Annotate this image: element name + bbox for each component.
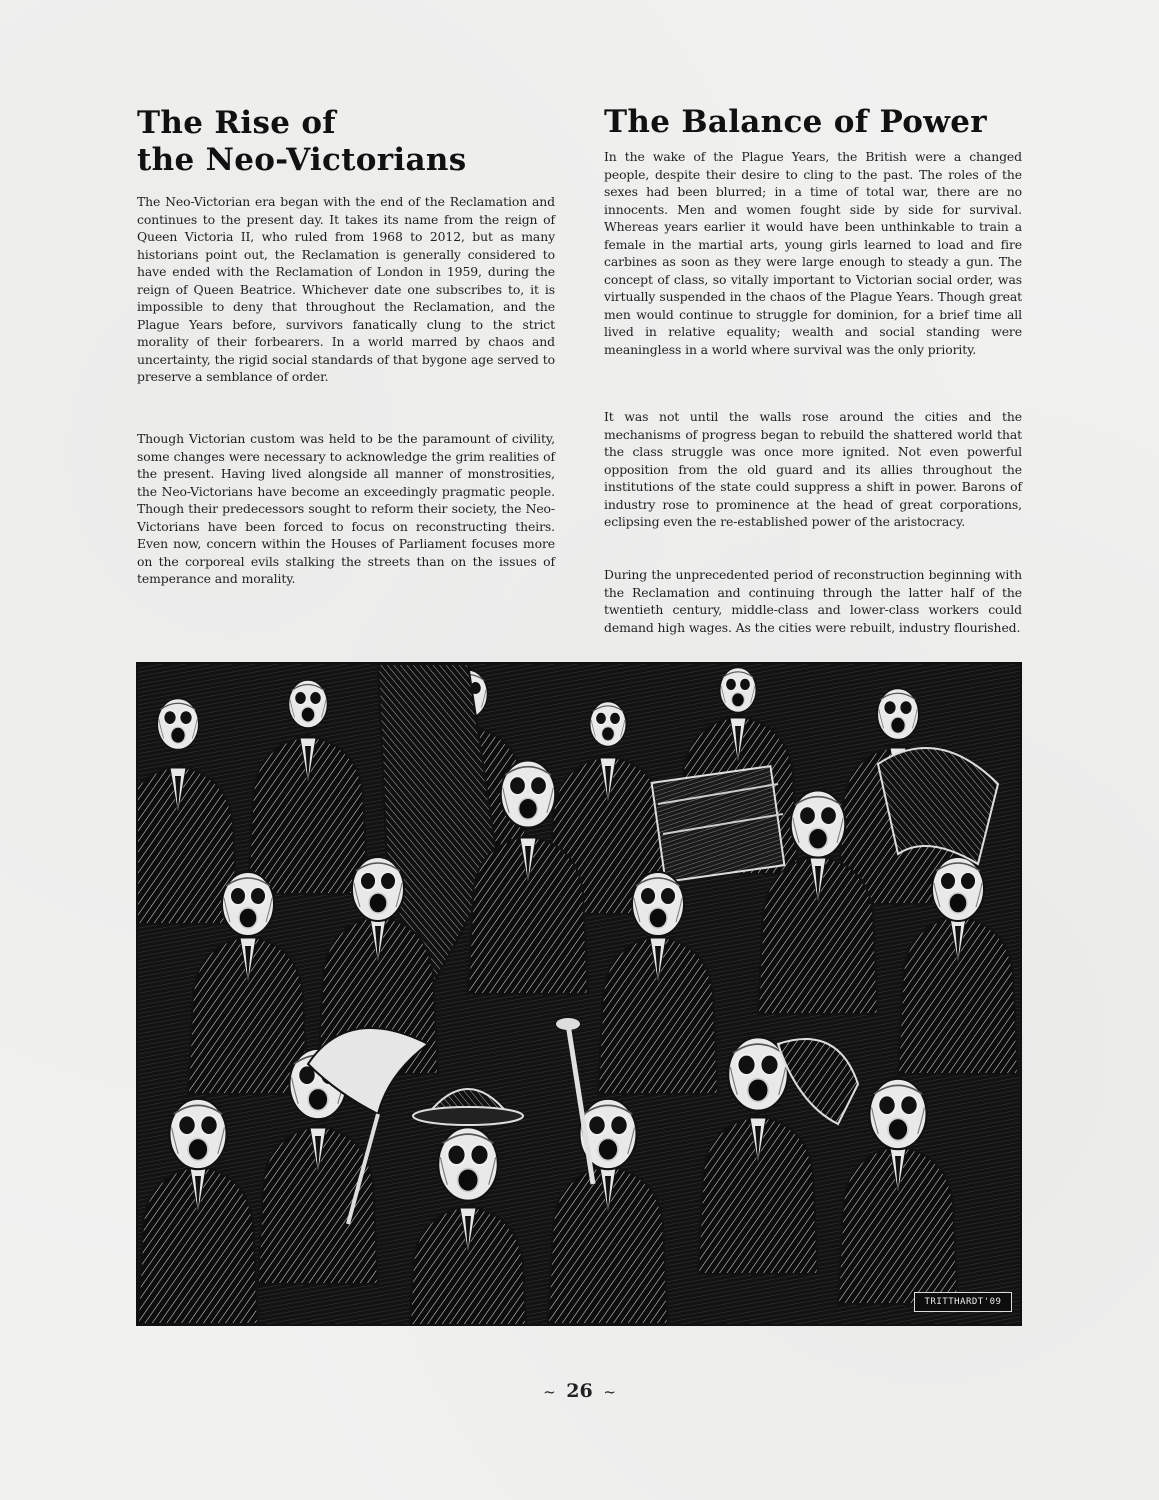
body-paragraph: During the unprecedented period of reconstruction beginning with the Reclamation and continuing through the latter half of the twentieth century, middle-class and lower-class workers could demand high wages. As the cities were rebuilt, industry flourished. [604,567,1022,635]
artist-signature: TRITTHARDT'09 [914,1292,1012,1312]
section-heading-balance-of-power: The Balance of Power [604,104,987,140]
section-heading-rise-of-neo-victorians [137,105,557,179]
illustration-artwork [138,664,1020,1324]
flourish-right: ~ [603,1383,616,1401]
body-paragraph: Though Victorian custom was held to be the paramount of civility, some changes were necessary to acknowledge the grim realities of the present. Having lived alongside all manner of monstrosities, the Neo-Victorians have become an exceedingly pragmatic people. Though their predecessors sought to reform their society, the Neo-Victorians have been forced to focus on reconstructing theirs. Even now, concern within the Houses of Parliament focuses more on the corporeal evils stalking the streets than on the issues of temperance and morality. [137,431,555,587]
page-number: 26 [566,1380,593,1402]
heading-line-2: the Neo-Victorians [137,142,467,178]
gas-mask-crowd-illustration [136,662,1022,1326]
page-number-footer [0,1380,1159,1402]
body-paragraph: The Neo-Victorian era began with the end of the Reclamation and continues to the present day. It takes its name from the reign of Queen Victoria II, who ruled from 1968 to 2012, but as many historians point out, the Reclamation is generally considered to have ended with the Reclamation of London in 1959, during the reign of Queen Beatrice. Whichever date one subscribes to, it is impossible to deny that throughout the Reclamation, and the Plague Years before, survivors fanatically clung to the strict morality of their forbearers. In a world marred by chaos and uncertainty, the rigid social standards of that bygone age served to preserve a semblance of order. [137,194,555,385]
flourish-left: ~ [543,1383,556,1401]
heading-line-1: The Rise of [137,105,336,141]
body-paragraph: It was not until the walls rose around the cities and the mechanisms of progress began to rebuild the shattered world that the class struggle was once more ignited. Not even powerful opposition from the old guard and its allies throughout the institutions of the state could suppress a shift in power. Barons of industry rose to prominence at the head of great corporations, eclipsing even the re-established power of the aristocracy. [604,409,1022,530]
body-paragraph: In the wake of the Plague Years, the British were a changed people, despite their desire to cling to the past. The roles of the sexes had been blurred; in a time of total war, there are no innocents. Men and women fought side by side for survival. Whereas years earlier it would have been unthinkable to train a female in the martial arts, young girls learned to load and fire carbines as soon as they were large enough to steady a gun. The concept of class, so vitally important to Victorian social order, was virtually suspended in the chaos of the Plague Years. Though great men would continue to struggle for dominion, for a brief time all lived in relative equality; wealth and social standing were meaningless in a world where survival was the only priority. [604,149,1022,358]
